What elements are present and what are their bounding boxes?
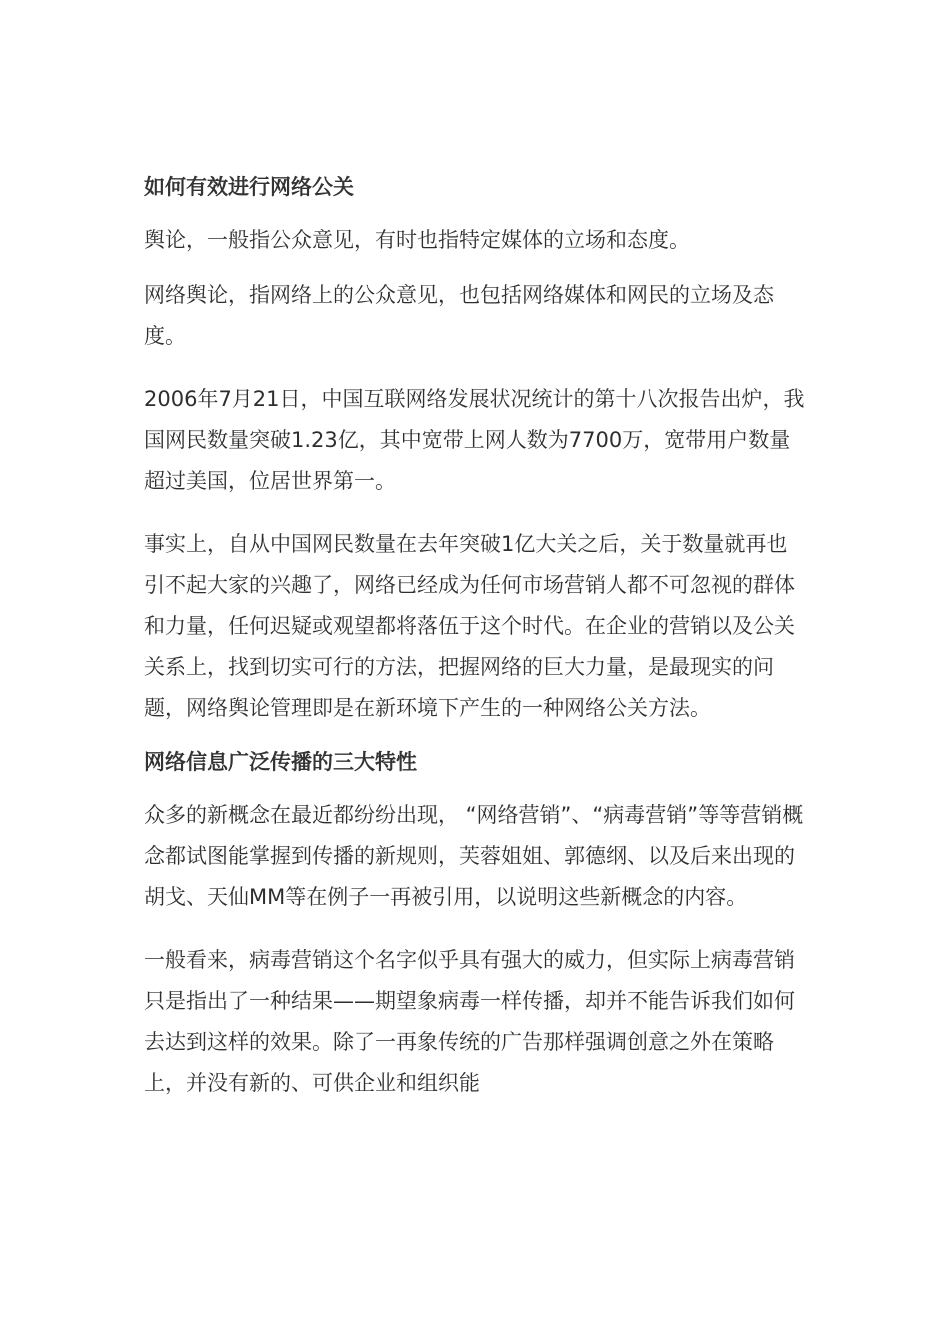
paragraph-online-opinion-definition: 网络舆论，指网络上的公众意见，也包括网络媒体和网民的立场及态度。 bbox=[144, 283, 774, 348]
paragraph-new-concepts: 众多的新概念在最近都纷纷出现， “网络营销”、“病毒营销”等等营销概念都试图能掌握到传播的新规则，芙蓉姐姐、郭德纲、以及后来出现的胡戈、天仙MM等在例子一再被引用，以说明这些新概念的内容。 bbox=[144, 803, 804, 909]
paragraph-cnnic-report: 2006年7月21日，中国互联网络发展状况统计的第十八次报告出炉，我国网民数量突破1.23亿，其中宽带上网人数为7700万，宽带用户数量超过美国，位居世界第一。 bbox=[144, 387, 805, 493]
paragraph-opinion-definition: 舆论，一般指公众意见，有时也指特定媒体的立场和态度。 bbox=[144, 228, 690, 252]
document-page bbox=[144, 168, 806, 1126]
paragraph-market-context: 事实上，自从中国网民数量在去年突破1亿大关之后，关于数量就再也引不起大家的兴趣了，网络已经成为任何市场营销人都不可忽视的群体和力量，任何迟疑或观望都将落伍于这个时代。在企业的营销以及公关关系上，找到切实可行的方法，把握网络的巨大力量，是最现实的问题，网络舆论管理即是在新环境下产生的一种网络公关方法。 bbox=[144, 532, 795, 720]
paragraph-viral-marketing: 一般看来，病毒营销这个名字似乎具有强大的威力，但实际上病毒营销只是指出了一种结果——期望象病毒一样传播，却并不能告诉我们如何去达到这样的效果。除了一再象传统的广告那样强调创意之外在策略上，并没有新的、可供企业和组织能 bbox=[144, 948, 795, 1095]
section-heading-pr: 如何有效进行网络公关 bbox=[144, 175, 354, 199]
section-heading-characteristics: 网络信息广泛传播的三大特性 bbox=[144, 750, 417, 774]
